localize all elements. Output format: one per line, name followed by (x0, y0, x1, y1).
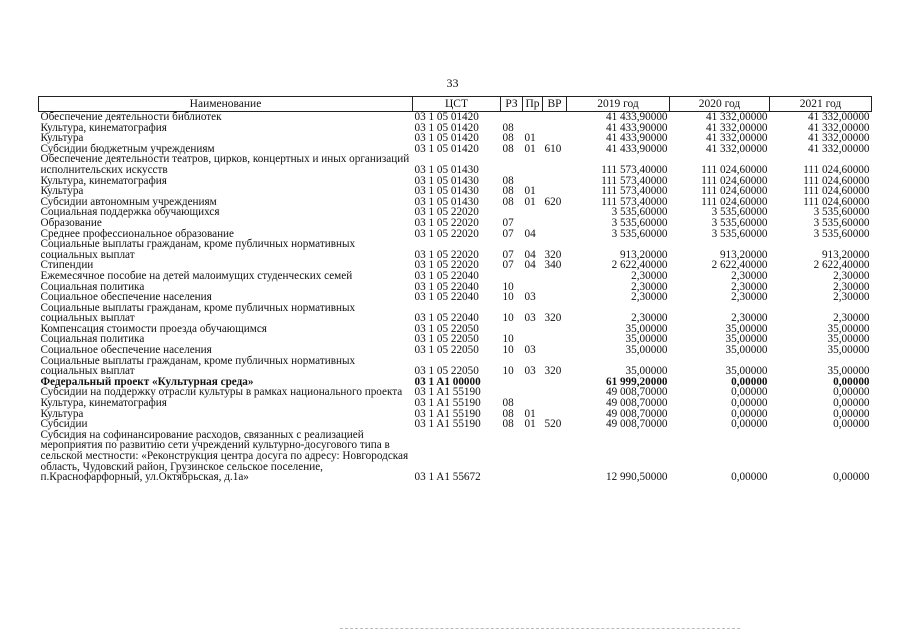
cell-pr (523, 218, 543, 229)
cell-rz: 08 (502, 132, 514, 145)
cell-vr: 610 (544, 142, 562, 155)
cell-y2019: 35,00000 (625, 344, 668, 357)
table-row (39, 303, 872, 324)
cell-cst: 03 1 A1 55190 (414, 418, 481, 431)
cell-y2019: 2,30000 (631, 312, 668, 325)
cell-rz: 07 (502, 216, 514, 229)
cell-y2020: 913,20000 (719, 248, 768, 261)
table-row (39, 112, 872, 123)
cell-vr (543, 218, 567, 229)
cell-name: Социальная политика (40, 280, 145, 293)
cell-vr (543, 271, 567, 282)
cell-y2019: 3 535,60000 (611, 216, 668, 229)
cell-name: Культура (40, 185, 84, 198)
cell-name: Социальные выплаты гражданам, кроме публичных нормативных социальных выплат (40, 301, 356, 325)
cell-cst: 03 1 05 22020 (414, 227, 479, 240)
cell-name: Ежемесячное пособие на детей малоимущих студенческих семей (40, 269, 353, 282)
cell-rz (501, 377, 523, 388)
cell-rz: 07 (502, 248, 514, 261)
cell-y2020: 111 024,60000 (701, 195, 768, 208)
cell-pr: 03 (524, 291, 536, 304)
cell-name: Субсидии бюджетным учреждениям (40, 142, 215, 155)
cell-rz: 08 (502, 418, 514, 431)
cell-y2021: 3 535,60000 (813, 206, 870, 219)
cell-cst: 03 1 05 22040 (414, 291, 479, 304)
cell-cst: 03 1 05 22050 (414, 333, 479, 346)
cell-y2020: 35,00000 (725, 365, 768, 378)
cell-y2021: 2,30000 (833, 269, 870, 282)
cell-pr (523, 387, 543, 398)
cell-y2020: 111 024,60000 (701, 174, 768, 187)
cell-y2021: 35,00000 (827, 344, 870, 357)
cell-pr (523, 207, 543, 218)
cell-y2019: 49 008,70000 (605, 397, 668, 410)
header-2020: 2020 год (670, 97, 770, 112)
cell-name: Социальные выплаты гражданам, кроме публичных нормативных социальных выплат (40, 238, 356, 261)
cell-pr (523, 112, 543, 123)
cell-y2021: 35,00000 (827, 322, 870, 335)
scan-footer-marks (340, 628, 740, 633)
cell-name: Социальное обеспечение населения (40, 344, 212, 357)
cell-rz: 07 (502, 259, 514, 272)
cell-y2020: 3 535,60000 (711, 206, 768, 219)
cell-y2020: 41 332,00000 (705, 121, 768, 134)
cell-vr (543, 377, 567, 388)
header-pr: Пр (523, 97, 543, 112)
cell-rz (501, 271, 523, 282)
cell-name: Стипендии (40, 259, 94, 272)
cell-vr (543, 176, 567, 187)
table-row (39, 356, 872, 377)
cell-y2021: 41 332,00000 (807, 121, 870, 134)
cell-y2020: 35,00000 (725, 322, 768, 335)
table-header-row (39, 97, 872, 112)
cell-pr: 01 (524, 185, 536, 198)
cell-y2021: 3 535,60000 (813, 227, 870, 240)
cell-y2020: 2,30000 (731, 291, 768, 304)
cell-y2021: 111 024,60000 (803, 195, 870, 208)
cell-y2019: 111 573,40000 (601, 195, 668, 208)
cell-name: Субсидии автономным учреждениям (40, 195, 217, 208)
cell-name: Социальная политика (40, 333, 145, 346)
header-2021: 2021 год (770, 97, 872, 112)
cell-name: Среднее профессиональное образование (40, 227, 235, 240)
cell-y2019: 2,30000 (631, 280, 668, 293)
cell-y2020: 111 024,60000 (701, 185, 768, 198)
table-body (39, 112, 872, 483)
cell-y2021: 111 024,60000 (803, 174, 870, 187)
cell-vr (543, 207, 567, 218)
table-row (39, 430, 872, 483)
cell-cst: 03 1 05 01420 (414, 142, 479, 155)
cell-vr (543, 430, 567, 483)
cell-y2019: 111 573,40000 (601, 163, 668, 176)
cell-y2020: 35,00000 (725, 333, 768, 346)
budget-table (38, 96, 872, 483)
cell-name: Обеспечение деятельности библиотек (40, 111, 222, 123)
cell-pr: 04 (524, 227, 536, 240)
cell-y2019: 35,00000 (625, 322, 668, 335)
cell-vr (543, 229, 567, 240)
cell-y2021: 0,00000 (833, 418, 870, 431)
cell-y2021: 0,00000 (833, 386, 870, 399)
cell-name: Обеспечение деятельности театров, цирков, концертных и иных организаций исполнительских искусств (40, 153, 410, 176)
cell-vr (543, 324, 567, 335)
cell-name: Образование (40, 216, 102, 229)
cell-y2020: 111 024,60000 (701, 163, 768, 176)
cell-y2021: 2,30000 (833, 280, 870, 293)
cell-y2020: 0,00000 (731, 418, 768, 431)
cell-y2020: 0,00000 (731, 407, 768, 420)
cell-y2021: 41 332,00000 (807, 132, 870, 145)
cell-y2021: 111 024,60000 (803, 185, 870, 198)
cell-y2020: 0,00000 (731, 397, 768, 410)
cell-y2019: 49 008,70000 (605, 386, 668, 399)
cell-y2019: 49 008,70000 (605, 418, 668, 431)
cell-rz: 10 (502, 365, 514, 378)
cell-cst: 03 1 05 22020 (414, 206, 479, 219)
page-number: 33 (446, 76, 459, 90)
cell-pr: 01 (524, 407, 536, 420)
cell-name: Социальные выплаты гражданам, кроме публичных нормативных социальных выплат (40, 354, 356, 378)
cell-rz: 08 (502, 121, 514, 134)
cell-pr: 01 (524, 418, 536, 431)
table-row (39, 239, 872, 260)
cell-cst: 03 1 A1 55190 (414, 397, 481, 410)
cell-cst: 03 1 05 22050 (414, 365, 479, 378)
header-cst: ЦСТ (413, 97, 501, 112)
cell-y2019: 35,00000 (625, 333, 668, 346)
cell-cst: 03 1 05 01430 (414, 163, 479, 176)
cell-y2019: 2,30000 (631, 269, 668, 282)
cell-vr: 520 (544, 418, 562, 431)
cell-y2021: 41 332,00000 (807, 142, 870, 155)
cell-pr: 03 (524, 344, 536, 357)
cell-pr (523, 377, 543, 388)
table-row (39, 271, 872, 282)
cell-vr (543, 123, 567, 134)
cell-rz (501, 112, 523, 123)
cell-pr: 03 (524, 365, 536, 378)
cell-name: Субсидия на софинансирование расходов, связанных с реализацией мероприятия по развитию сети учреждений культурно-досугового типа в сельской местности: «Реконструкция центра досуга по адресу: Новгородская область, Чудовский район, Грузинское сельское поселение, п.Краснофарфорный, ул.Октябрьская, д.1а» (40, 428, 409, 484)
cell-pr (523, 324, 543, 335)
cell-name: Культура, кинематография (40, 397, 167, 410)
cell-y2019: 3 535,60000 (611, 227, 668, 240)
cell-vr (543, 334, 567, 345)
cell-y2021: 111 024,60000 (803, 163, 870, 176)
cell-y2020: 2,30000 (731, 280, 768, 293)
cell-y2021: 3 535,60000 (813, 216, 870, 229)
cell-y2021: 0,00000 (833, 397, 870, 410)
cell-vr (543, 292, 567, 303)
cell-rz: 10 (502, 344, 514, 357)
cell-y2020: 41 332,00000 (705, 132, 768, 145)
cell-vr (543, 154, 567, 175)
cell-cst: 03 1 05 01420 (414, 111, 479, 123)
cell-y2019: 41 433,90000 (605, 142, 668, 155)
cell-y2020: 2,30000 (731, 269, 768, 282)
cell-y2019: 35,00000 (625, 365, 668, 378)
cell-cst: 03 1 05 01430 (414, 195, 479, 208)
cell-y2020: 35,00000 (725, 344, 768, 357)
cell-y2019: 61 999,20000 (605, 375, 668, 388)
cell-cst: 03 1 05 22040 (414, 312, 479, 325)
cell-cst: 03 1 05 22020 (414, 259, 479, 272)
cell-y2019: 41 433,90000 (605, 111, 668, 123)
cell-pr (523, 430, 543, 483)
cell-pr: 01 (524, 132, 536, 145)
header-2019: 2019 год (567, 97, 670, 112)
cell-y2019: 111 573,40000 (601, 185, 668, 198)
cell-rz: 08 (502, 195, 514, 208)
cell-vr: 620 (544, 195, 562, 208)
cell-rz: 08 (502, 174, 514, 187)
cell-y2019: 49 008,70000 (605, 407, 668, 420)
cell-pr (523, 271, 543, 282)
cell-name: Субсидии (40, 418, 88, 431)
cell-rz: 08 (502, 407, 514, 420)
cell-y2020: 0,00000 (731, 386, 768, 399)
cell-vr (543, 387, 567, 398)
cell-y2021: 41 332,00000 (807, 111, 870, 123)
cell-cst: 03 1 05 22040 (414, 269, 479, 282)
cell-y2019: 41 433,90000 (605, 121, 668, 134)
cell-y2020: 3 535,60000 (711, 216, 768, 229)
cell-y2019: 41 433,90000 (605, 132, 668, 145)
cell-y2021: 913,20000 (821, 248, 870, 261)
cell-cst: 03 1 05 01420 (414, 132, 479, 145)
cell-rz: 10 (502, 312, 514, 325)
cell-name: Культура (40, 132, 84, 145)
cell-vr (543, 345, 567, 356)
cell-y2021: 2,30000 (833, 312, 870, 325)
cell-y2021: 2 622,40000 (813, 259, 870, 272)
cell-y2020: 3 535,60000 (711, 227, 768, 240)
header-rz: РЗ (501, 97, 523, 112)
cell-name: Культура, кинематография (40, 121, 167, 134)
cell-rz: 08 (502, 142, 514, 155)
cell-pr: 03 (524, 312, 536, 325)
cell-pr (523, 154, 543, 175)
cell-y2020: 0,00000 (731, 375, 768, 388)
cell-cst: 03 1 A1 00000 (414, 375, 481, 388)
table-row (39, 154, 872, 175)
cell-vr (543, 398, 567, 409)
cell-name: Компенсация стоимости проезда обучающимся (40, 322, 267, 335)
cell-pr: 04 (524, 248, 536, 261)
cell-cst: 03 1 05 22050 (414, 344, 479, 357)
cell-rz: 07 (502, 227, 514, 240)
cell-y2020: 2 622,40000 (711, 259, 768, 272)
cell-y2020: 2,30000 (731, 312, 768, 325)
cell-y2020: 41 332,00000 (705, 142, 768, 155)
cell-cst: 03 1 A1 55672 (414, 471, 481, 484)
cell-cst: 03 1 A1 55190 (414, 407, 481, 420)
cell-y2019: 2,30000 (631, 291, 668, 304)
cell-name: Культура, кинематография (40, 174, 167, 187)
cell-vr (543, 112, 567, 123)
cell-y2019: 12 990,50000 (605, 471, 668, 484)
cell-y2019: 3 535,60000 (611, 206, 668, 219)
cell-y2021: 35,00000 (827, 333, 870, 346)
cell-pr: 01 (524, 142, 536, 155)
cell-vr: 320 (544, 365, 562, 378)
cell-y2021: 0,00000 (833, 407, 870, 420)
cell-vr: 340 (544, 259, 562, 272)
cell-y2019: 913,20000 (619, 248, 668, 261)
cell-y2021: 2,30000 (833, 291, 870, 304)
header-vr: ВР (543, 97, 567, 112)
cell-name: Культура (40, 407, 84, 420)
cell-y2021: 0,00000 (833, 375, 870, 388)
cell-name: Социальное обеспечение населения (40, 291, 212, 304)
cell-cst: 03 1 05 01420 (414, 121, 479, 134)
cell-y2019: 2 622,40000 (611, 259, 668, 272)
cell-rz: 08 (502, 185, 514, 198)
cell-cst: 03 1 05 22020 (414, 248, 479, 261)
cell-pr: 04 (524, 259, 536, 272)
cell-cst: 03 1 05 22020 (414, 216, 479, 229)
cell-name: Федеральный проект «Культурная среда» (40, 375, 254, 388)
cell-rz: 10 (502, 333, 514, 346)
cell-name: Субсидии на поддержку отрасли культуры в рамках национального проекта (40, 386, 403, 399)
cell-name: Социальная поддержка обучающихся (40, 206, 220, 219)
cell-y2020: 41 332,00000 (705, 111, 768, 123)
cell-cst: 03 1 05 01430 (414, 185, 479, 198)
cell-cst: 03 1 05 22040 (414, 280, 479, 293)
cell-vr: 320 (544, 312, 562, 325)
cell-y2021: 35,00000 (827, 365, 870, 378)
cell-vr: 320 (544, 248, 562, 261)
cell-cst: 03 1 A1 55190 (414, 386, 481, 399)
cell-rz: 10 (502, 280, 514, 293)
cell-rz (501, 430, 523, 483)
cell-rz: 10 (502, 291, 514, 304)
cell-rz (501, 154, 523, 175)
cell-y2019: 111 573,40000 (601, 174, 668, 187)
cell-y2021: 0,00000 (833, 471, 870, 484)
cell-y2020: 0,00000 (731, 471, 768, 484)
header-name: Наименование (39, 97, 413, 112)
cell-cst: 03 1 05 01430 (414, 174, 479, 187)
cell-vr (543, 282, 567, 293)
cell-cst: 03 1 05 22050 (414, 322, 479, 335)
cell-rz: 08 (502, 397, 514, 410)
table-row (39, 218, 872, 229)
cell-pr: 01 (524, 195, 536, 208)
